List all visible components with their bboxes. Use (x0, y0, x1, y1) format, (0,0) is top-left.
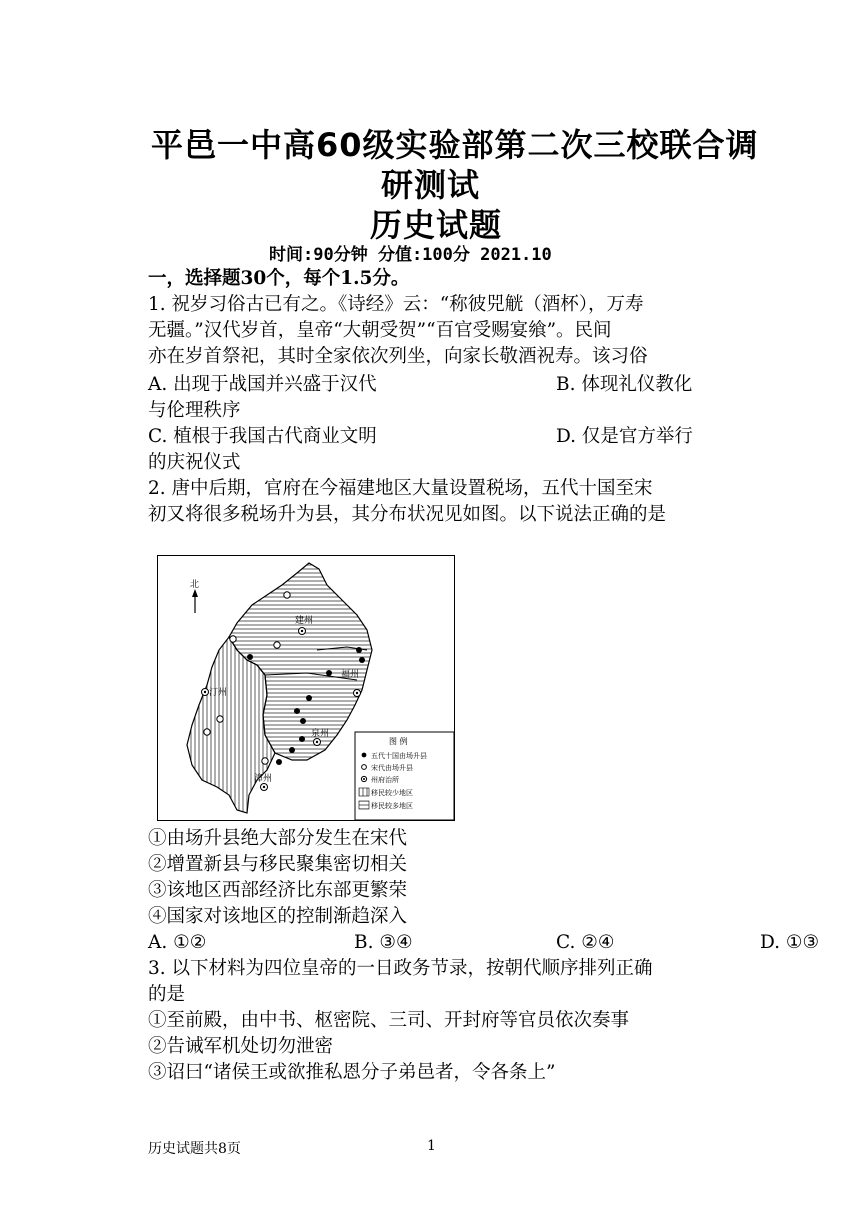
q2-statement: ③该地区西部经济比东部更繁荣 (148, 880, 408, 901)
q2-statement: ④国家对该地区的控制渐趋深入 (148, 906, 408, 927)
place-label: 汀州 (209, 688, 228, 698)
q3-line: 3. 以下材料为四位皇帝的一日政务节录，按朝代顺序排列正确 (148, 958, 653, 979)
legend-item: 宋代由场升县 (371, 764, 413, 772)
q1-option-d-cont: 的庆祝仪式 (148, 452, 241, 473)
fujian-tax-field-map (157, 555, 455, 821)
legend-item: 移民较多地区 (371, 802, 413, 810)
north-label: 北 (190, 580, 200, 590)
q1-option-b: B. 体现礼仪教化 (556, 374, 693, 395)
q1-option-d: D. 仅是官方举行 (556, 426, 693, 447)
prefecture-seat-icon (202, 689, 209, 696)
q1-option-b-cont: 与伦理秩序 (148, 400, 241, 421)
legend-item: 州府治所 (371, 776, 399, 784)
exam-meta: 时间:90分钟 分值:100分 2021.10 (269, 245, 552, 265)
q2-statement: ②增置新县与移民聚集密切相关 (148, 854, 408, 875)
place-label: 建州 (295, 616, 314, 626)
q3-line: 的是 (148, 984, 186, 1005)
q3-statement: ①至前殿，由中书、枢密院、三司、开封府等官员依次奏事 (148, 1010, 630, 1031)
q3-statement: ③诏曰“诸侯王或欲推私恩分子弟邑者，令各条上” (148, 1062, 556, 1083)
q1-option-c: C. 植根于我国古代商业文明 (148, 426, 377, 447)
prefecture-seat-icon (354, 690, 361, 697)
q1-line: 亦在岁首祭祀，其时全家依次列坐，向家长敬酒祝寿。该习俗 (148, 346, 648, 367)
map-legend (355, 732, 454, 820)
q2-option-c: C. ②④ (556, 932, 615, 953)
prefecture-seat-icon (299, 628, 306, 635)
footer-page-number: 1 (427, 1138, 436, 1154)
prefecture-seat-icon (261, 784, 268, 791)
q2-option-d: D. ①③ (760, 932, 820, 953)
q1-line: 1. 祝岁习俗古已有之。《诗经》云：“称彼兕觥（酒杯），万寿 (148, 294, 644, 315)
q2-line: 初又将很多税场升为县，其分布状况见如图。以下说法正确的是 (148, 504, 667, 525)
place-label: 泉州 (311, 729, 330, 739)
q1-option-a: A. 出现于战国并兴盛于汉代 (148, 374, 377, 395)
q2-option-b: B. ③④ (354, 932, 413, 953)
q2-statement: ①由场升县绝大部分发生在宋代 (148, 828, 408, 849)
q2-line: 2. 唐中后期，官府在今福建地区大量设置税场，五代十国至宋 (148, 478, 653, 499)
q3-statement: ②告诫军机处切勿泄密 (148, 1036, 334, 1057)
q2-option-a: A. ①② (148, 932, 207, 953)
section-heading: 一，选择题30个，每个1.5分。 (148, 268, 410, 289)
page-title-line1: 平邑一中高60级实验部第二次三校联合调 (151, 126, 759, 164)
page-title-line3: 历史试题 (370, 206, 503, 244)
legend-item: 移民较少地区 (371, 789, 413, 797)
page-title-line2: 研测试 (381, 166, 481, 204)
prefecture-seat-icon (314, 739, 321, 746)
q1-line: 无疆。”汉代岁首，皇帝“大朝受贺”“百官受赐宴飨”。民间 (148, 320, 612, 341)
footer-page-count: 历史试题共8页 (148, 1141, 241, 1157)
place-label: 漳州 (254, 774, 273, 784)
legend-item: 五代十国由场升县 (371, 752, 427, 760)
place-label: 福州 (341, 670, 360, 680)
legend-title: 图 例 (389, 737, 408, 746)
